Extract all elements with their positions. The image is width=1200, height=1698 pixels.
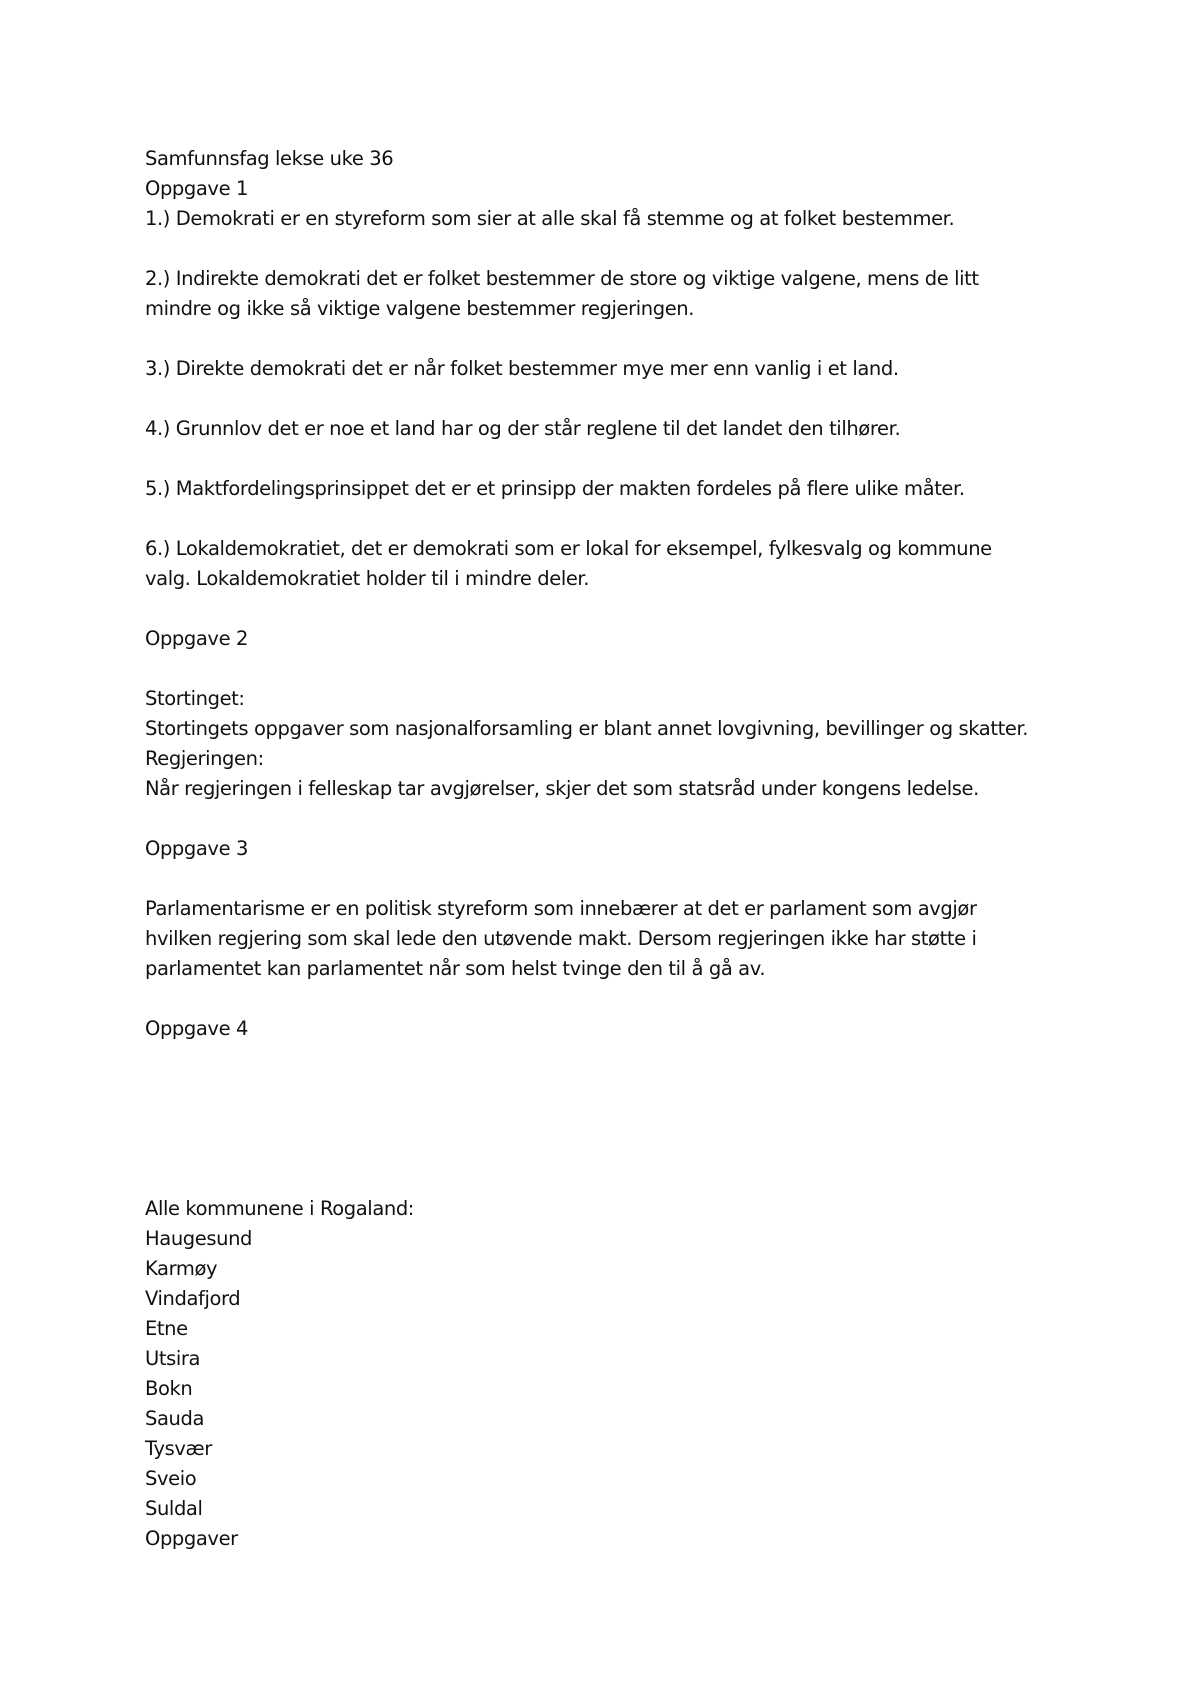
task1-answer-6-line-2: valg. Lokaldemokratiet holder til i mindre deler. (145, 567, 590, 590)
kommune-item: Suldal (145, 1497, 203, 1520)
task3-text-line-3: parlamentet kan parlamentet når som helst tvinge den til å gå av. (145, 957, 766, 980)
document-body (145, 144, 1085, 1554)
kommune-item: Karmøy (145, 1257, 218, 1280)
blank-line (145, 984, 1085, 1014)
regjeringen-label: Regjeringen: (145, 747, 264, 770)
kommune-item: Sveio (145, 1467, 197, 1490)
stortinget-text: Stortingets oppgaver som nasjonalforsamling er blant annet lovgivning, bevillinger og skatter. (145, 717, 1029, 740)
task1-answer-2-line-1: 2.) Indirekte demokrati det er folket bestemmer de store og viktige valgene, mens de litt (145, 267, 979, 290)
kommune-item: Sauda (145, 1407, 205, 1430)
kommune-item: Tysvær (145, 1437, 212, 1460)
blank-line (145, 654, 1085, 684)
blank-line (145, 804, 1085, 834)
task3-text-line-1: Parlamentarisme er en politisk styreform som innebærer at det er parlament som avgjør (145, 897, 977, 920)
task1-answer-1: 1.) Demokrati er en styreform som sier at alle skal få stemme og at folket bestemmer. (145, 207, 955, 230)
kommune-item: Haugesund (145, 1227, 253, 1250)
task1-heading: Oppgave 1 (145, 177, 248, 200)
blank-line (145, 504, 1085, 534)
kommuner-list-label: Alle kommunene i Rogaland: (145, 1197, 414, 1220)
task1-answer-2-line-2: mindre og ikke så viktige valgene bestemmer regjeringen. (145, 297, 695, 320)
last-line: Oppgaver (145, 1527, 238, 1550)
document-title: Samfunnsfag lekse uke 36 (145, 147, 394, 170)
task1-answer-3: 3.) Direkte demokrati det er når folket bestemmer mye mer enn vanlig i et land. (145, 357, 899, 380)
task1-answer-5: 5.) Maktfordelingsprinsippet det er et prinsipp der makten fordeles på flere ulike måter. (145, 477, 965, 500)
kommune-item: Vindafjord (145, 1287, 241, 1310)
kommune-item: Etne (145, 1317, 188, 1340)
blank-line (145, 594, 1085, 624)
regjeringen-text: Når regjeringen i felleskap tar avgjørelser, skjer det som statsråd under kongens ledelse. (145, 777, 979, 800)
kommune-item: Bokn (145, 1377, 193, 1400)
blank-line (145, 864, 1085, 894)
kommune-item: Utsira (145, 1347, 201, 1370)
task3-text-line-2: hvilken regjering som skal lede den utøvende makt. Dersom regjeringen ikke har støtte i (145, 927, 977, 950)
task1-answer-6-line-1: 6.) Lokaldemokratiet, det er demokrati som er lokal for eksempel, fylkesvalg og kommune (145, 537, 992, 560)
blank-line (145, 384, 1085, 414)
task3-heading: Oppgave 3 (145, 837, 248, 860)
task1-answer-4: 4.) Grunnlov det er noe et land har og der står reglene til det landet den tilhører. (145, 417, 901, 440)
blank-area (145, 1044, 1085, 1194)
blank-line (145, 444, 1085, 474)
blank-line (145, 234, 1085, 264)
blank-line (145, 324, 1085, 354)
task2-heading: Oppgave 2 (145, 627, 248, 650)
task4-heading: Oppgave 4 (145, 1017, 248, 1040)
stortinget-label: Stortinget: (145, 687, 245, 710)
